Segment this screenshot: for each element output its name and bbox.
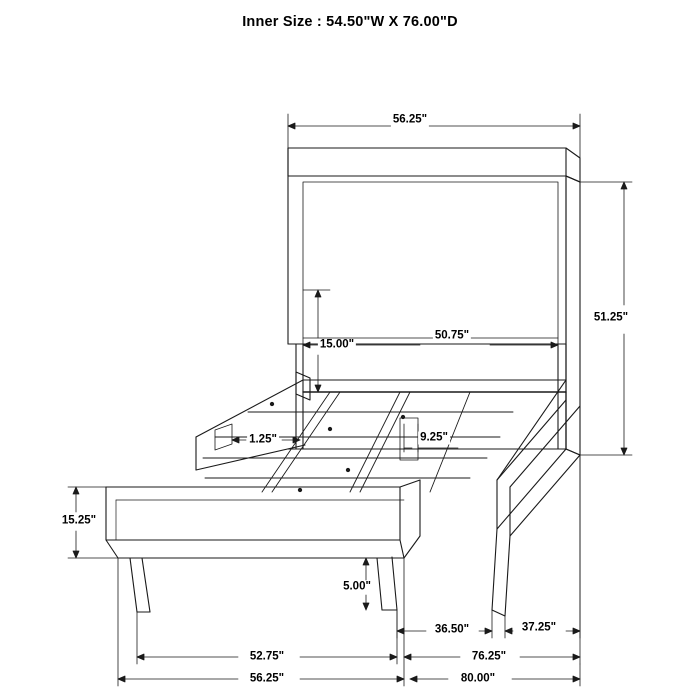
dim-slat-thickness: 1.25": [249, 433, 277, 446]
dim-overall-depth: 80.00": [460, 672, 496, 685]
page-title: Inner Size : 54.50"W X 76.00"D: [242, 14, 458, 30]
dim-footboard-height: 15.25": [61, 514, 97, 527]
dim-footboard-inner-width: 52.75": [249, 650, 285, 663]
dim-overall-depth-inner: 76.25": [471, 650, 507, 663]
dim-headboard-panel-width: 50.75": [434, 329, 470, 342]
dim-deck-to-headboard-top: 15.00": [319, 338, 355, 351]
dim-side-outer-depth: 37.25": [521, 621, 557, 634]
dim-overall-width: 56.25": [249, 672, 285, 685]
slat-platform: [196, 372, 566, 492]
right-side-rail: [492, 392, 580, 616]
dim-side-inner-depth: 36.50": [434, 623, 470, 636]
dim-slat-spacing: 9.25": [420, 431, 448, 444]
headboard-outline: [288, 148, 580, 455]
dimension-lines: [68, 114, 632, 686]
dim-headboard-width: 56.25": [392, 113, 428, 126]
dim-headboard-height: 51.25": [593, 311, 629, 324]
dim-leg-height: 5.00": [343, 580, 371, 593]
